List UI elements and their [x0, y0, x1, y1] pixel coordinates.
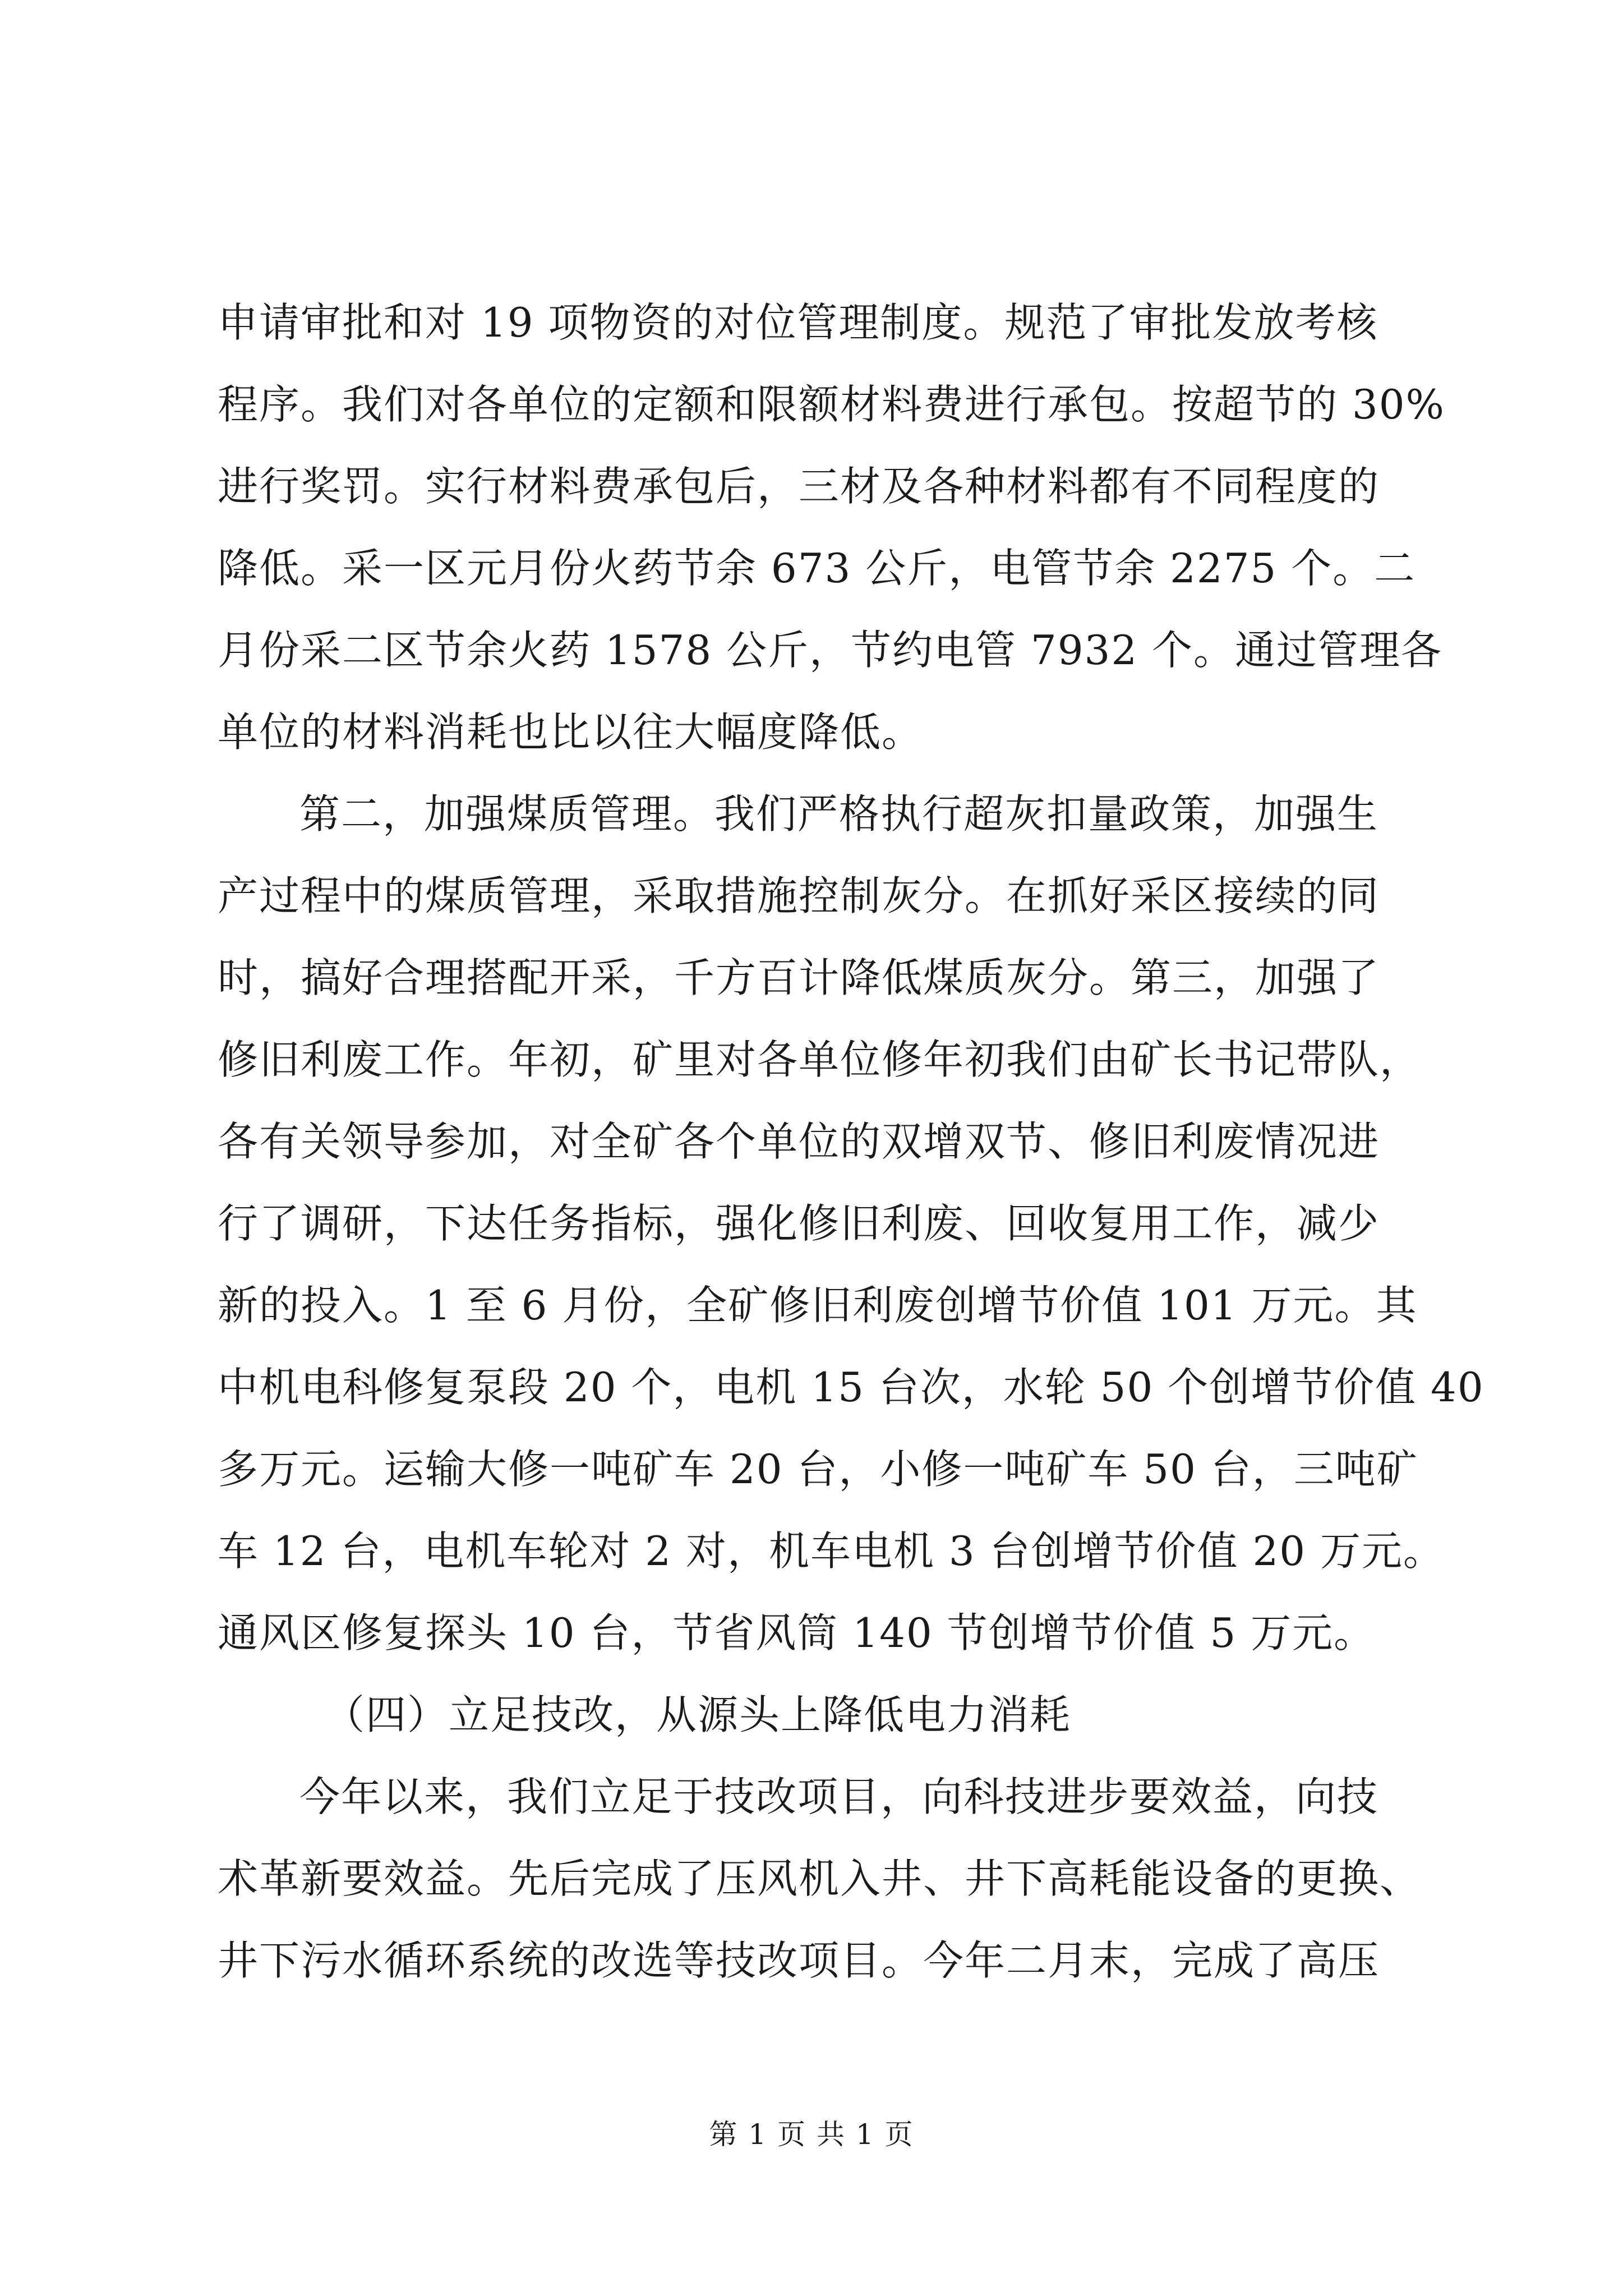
section-heading: （四）立足技改，从源头上降低电力消耗	[324, 1691, 1072, 1738]
text-line-2: 程序。我们对各单位的定额和限额材料费进行承包。按超节的 30%	[218, 381, 1445, 428]
text-line-14: 中机电科修复泵段 20 个，电机 15 台次，水轮 50 个创增节价值 40	[218, 1364, 1484, 1411]
text-line-12: 行了调研，下达任务指标，强化修旧利废、回收复用工作，减少	[218, 1200, 1380, 1247]
text-line-15: 多万元。运输大修一吨矿车 20 台，小修一吨矿车 50 台，三吨矿	[218, 1446, 1418, 1493]
text-line-13: 新的投入。1 至 6 月份，全矿修旧利废创增节价值 101 万元。其	[218, 1282, 1418, 1329]
text-line-10: 修旧利废工作。年初，矿里对各单位修年初我们由矿长书记带队，	[218, 1036, 1422, 1083]
text-line-9: 时，搞好合理搭配开采，千方百计降低煤质灰分。第三，加强了	[218, 954, 1380, 1001]
text-line-20: 术革新要效益。先后完成了压风机入井、井下高耗能设备的更换、	[218, 1855, 1422, 1902]
text-line-19: 今年以来，我们立足于技改项目，向科技进步要效益，向技	[299, 1773, 1379, 1820]
text-line-11: 各有关领导参加，对全矿各个单位的双增双节、修旧利废情况进	[218, 1118, 1380, 1165]
text-line-4: 降低。采一区元月份火药节余 673 公斤，电管节余 2275 个。二	[218, 545, 1416, 592]
page-number-footer: 第 1 页 共 1 页	[709, 2118, 914, 2151]
text-line-21: 井下污水循环系统的改选等技改项目。今年二月末，完成了高压	[218, 1937, 1380, 1984]
text-line-7: 第二，加强煤质管理。我们严格执行超灰扣量政策，加强生	[299, 790, 1379, 838]
text-line-5: 月份采二区节余火药 1578 公斤，节约电管 7932 个。通过管理各	[218, 627, 1443, 674]
text-line-6: 单位的材料消耗也比以往大幅度降低。	[218, 708, 924, 756]
text-line-17: 通风区修复探头 10 台，节省风筒 140 节创增节价值 5 万元。	[218, 1609, 1376, 1657]
text-line-8: 产过程中的煤质管理，采取措施控制灰分。在抓好采区接续的同	[218, 872, 1380, 919]
text-line-16: 车 12 台，电机车轮对 2 对，机车电机 3 台创增节价值 20 万元。	[218, 1527, 1445, 1575]
text-line-3: 进行奖罚。实行材料费承包后，三材及各种材料都有不同程度的	[218, 463, 1380, 510]
text-line-1: 申请审批和对 19 项物资的对位管理制度。规范了审批发放考核	[218, 299, 1378, 346]
